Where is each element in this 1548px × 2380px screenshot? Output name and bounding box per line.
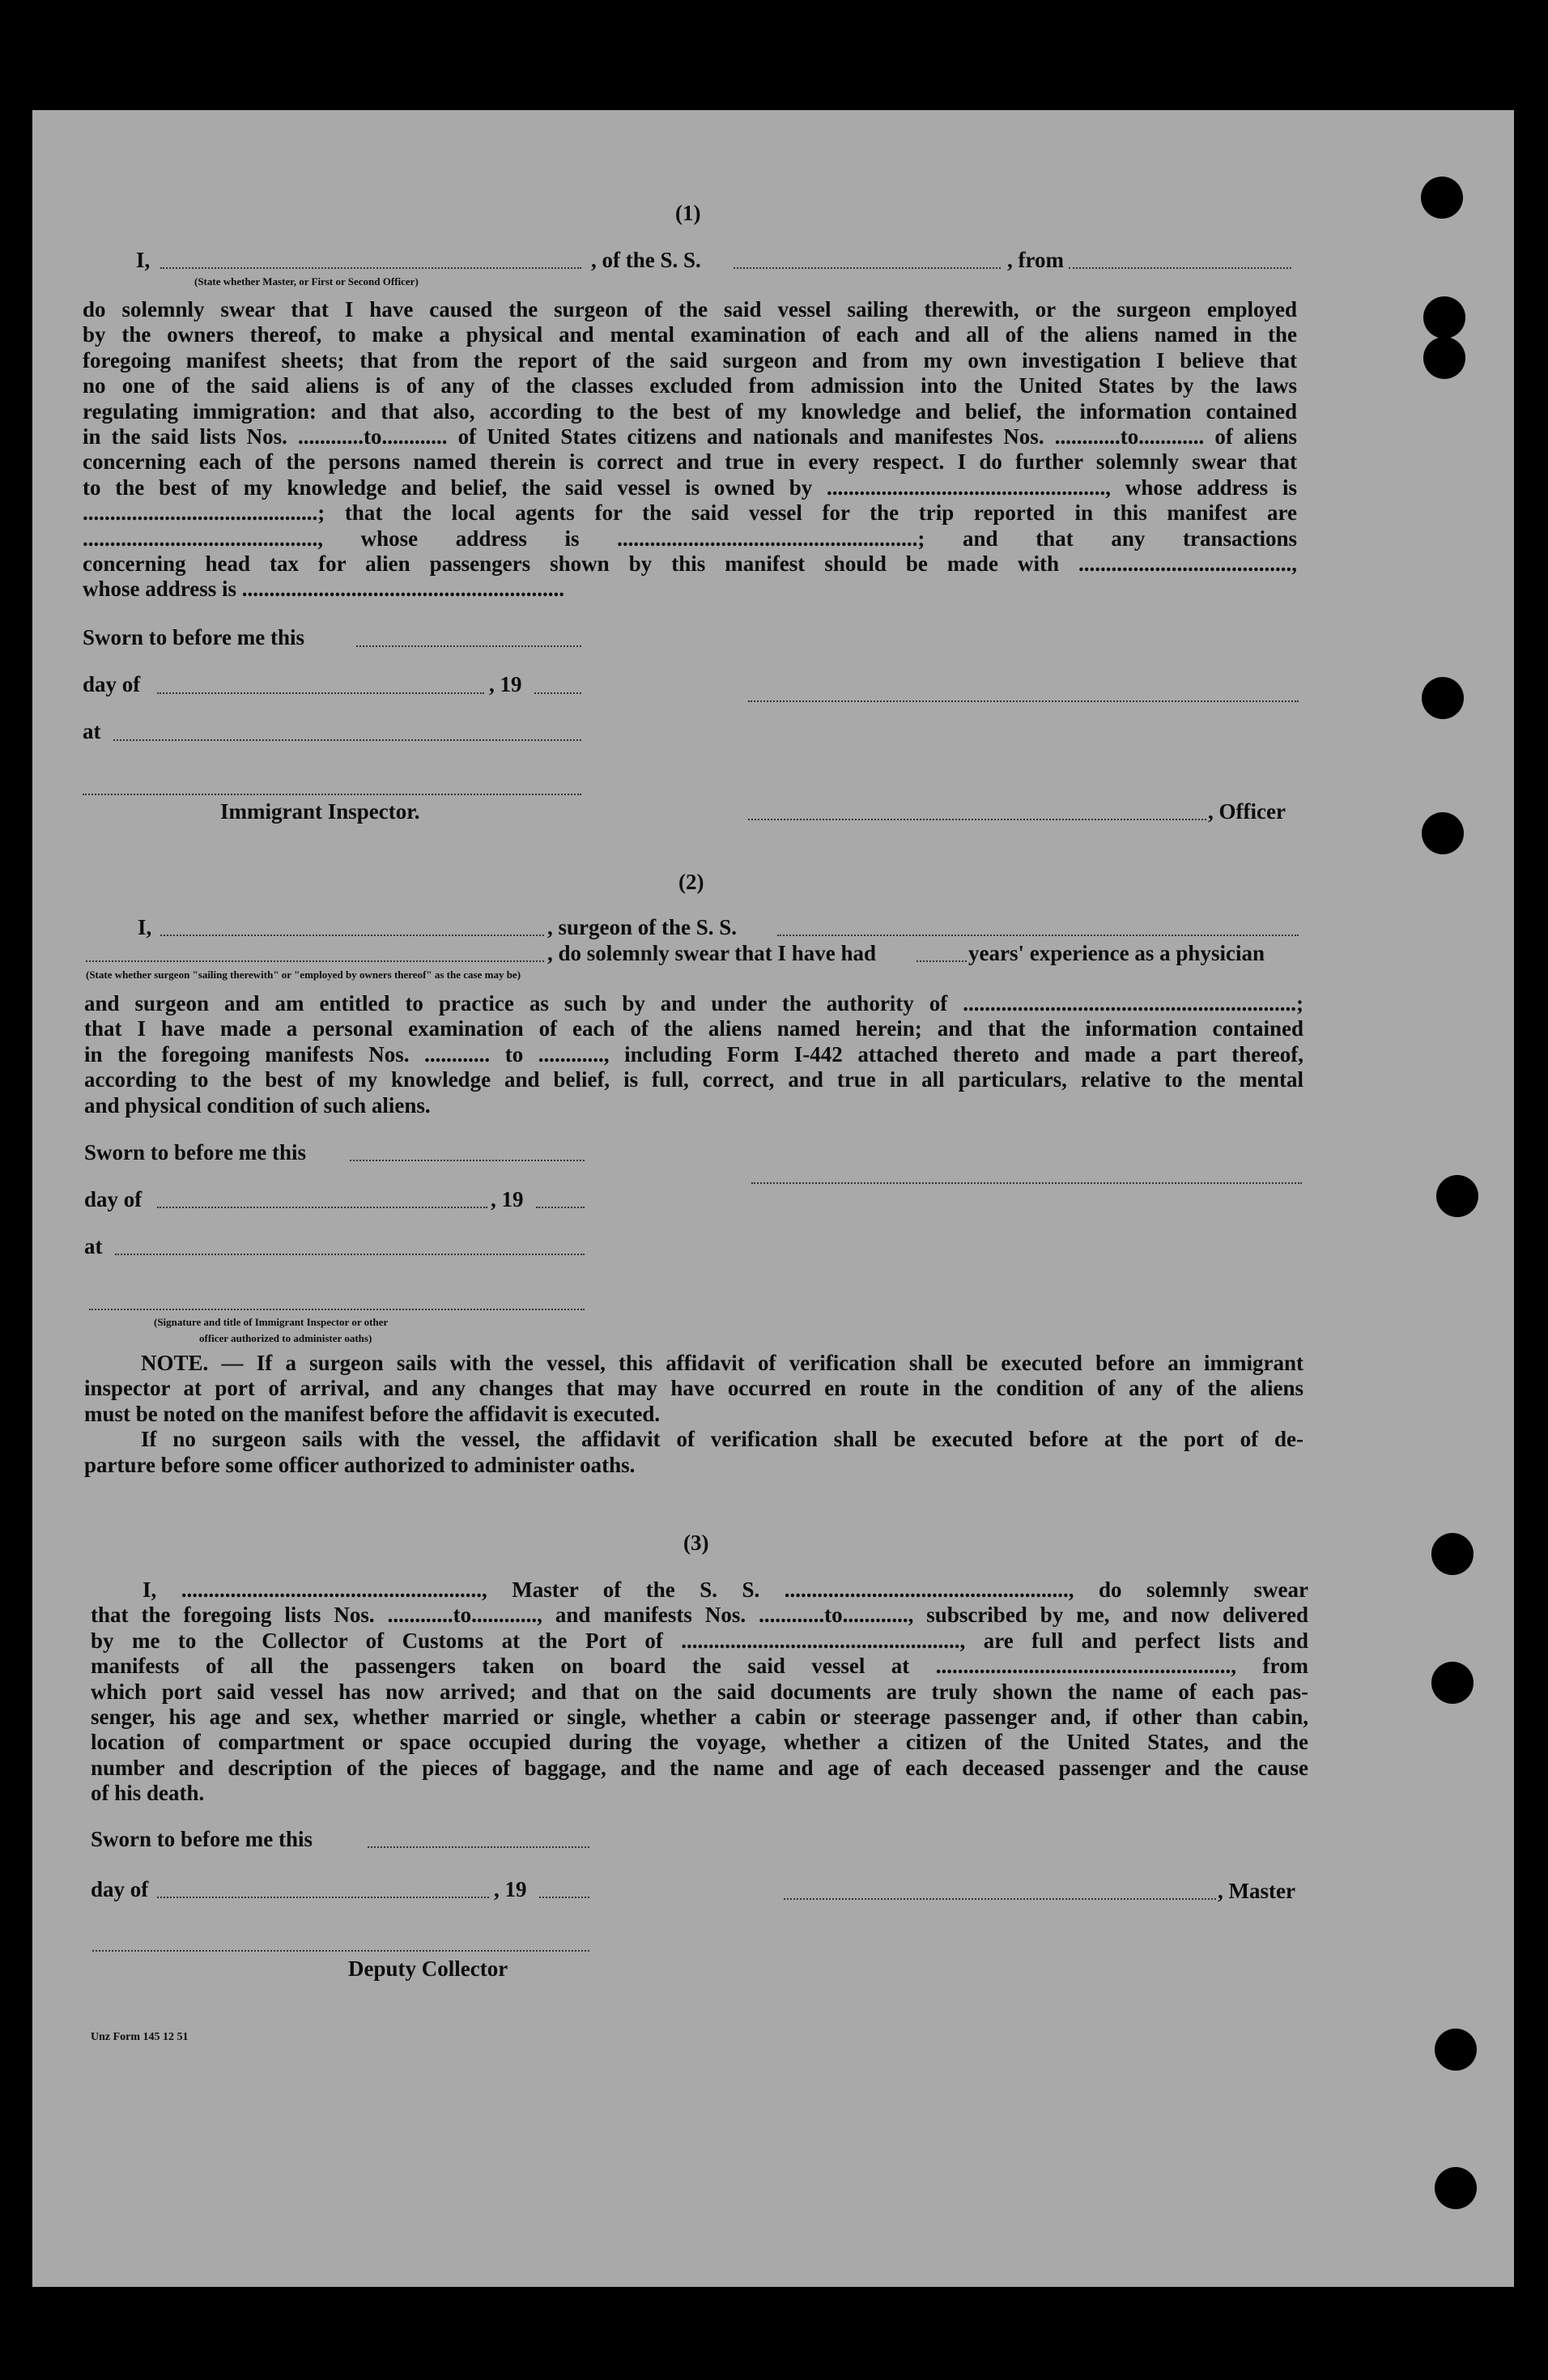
body-line: senger, his age and sex, whether married or single, whether a cabin or steerage passenger and, if other than cabin, (91, 1705, 1308, 1730)
sworn-date-blank-3[interactable] (368, 1846, 589, 1848)
do-swear-label: , do solemnly swear that I have had (547, 941, 877, 965)
body-line: location of compartment or space occupied during the voyage, whether a citizen of the United States, and the (91, 1730, 1308, 1755)
note-paragraph (84, 1351, 1303, 1478)
year-label-3: , 19 (494, 1877, 527, 1901)
note-line: NOTE. — If a surgeon sails with the vessel, this affidavit of verification shall be executed before an immigrant (141, 1351, 1303, 1375)
body-line: concerning head tax for alien passengers shown by this manifest should be made with ......................................., (83, 551, 1297, 577)
surgeon-type-blank[interactable] (86, 960, 544, 962)
body-line: by me to the Collector of Customs at the Port of ..................................................., are full and perfect lists and (91, 1628, 1308, 1653)
at-place-blank-2[interactable] (115, 1254, 585, 1255)
note-line: If no surgeon sails with the vessel, the affidavit of verification shall be executed before at the port of de- (141, 1427, 1303, 1452)
body-line: whose address is ........................................................... (83, 577, 565, 602)
section-1-intro: I, (136, 248, 151, 272)
body-line: do solemnly swear that I have caused the surgeon of the said vessel sailing therewith, or the surgeon employed (83, 297, 1297, 321)
body-line: in the said lists Nos. ............to............ of United States citizens and nationals and manifestes Nos. ............to............ of aliens (83, 424, 1297, 449)
body-line: manifests of all the passengers taken on board the said vessel at ......................................................, from (91, 1654, 1308, 1679)
binder-hole (1422, 812, 1464, 854)
body-line: ..........................................., whose address is .......................................................; and that any transactions (83, 526, 1297, 551)
section-3-number: (3) (683, 1531, 709, 1555)
body-line: concerning each of the persons named therein is correct and true in every respect. I do further solemnly swear that (83, 449, 1297, 475)
day-of-label-2: day of (84, 1187, 142, 1211)
from-label: , from (1007, 248, 1064, 272)
officer-signature-line-1[interactable] (748, 700, 1299, 702)
day-of-label-3: day of (91, 1877, 149, 1901)
body-line: that I have made a personal examination of each of the aliens named herein; and that the information contained (84, 1016, 1303, 1041)
surgeon-name-blank[interactable] (160, 935, 544, 936)
year-label-1: , 19 (489, 672, 522, 696)
years-label: years' experience as a physician (968, 941, 1265, 965)
year-label-2: , 19 (491, 1187, 524, 1211)
inspector-title-1: Immigrant Inspector. (220, 799, 420, 824)
surgeon-of-label: , surgeon of the S. S. (547, 915, 738, 939)
body-line: by the owners thereof, to make a physical and mental examination of each and all of the aliens named in the (83, 322, 1297, 347)
binder-hole (1422, 677, 1464, 719)
section-1-body (83, 297, 1297, 602)
sworn-label-3: Sworn to before me this (91, 1827, 313, 1851)
year-blank-3[interactable] (539, 1897, 589, 1898)
officer-rank-note: (State whether Master, or First or Second Officer) (194, 275, 419, 287)
from-port-blank[interactable] (1069, 267, 1291, 269)
vessel-name-blank[interactable] (734, 267, 1001, 269)
body-line: ...........................................; that the local agents for the said vessel for the trip reported in this manifest are (83, 500, 1297, 526)
binder-hole (1431, 1662, 1474, 1704)
binder-hole (1431, 1533, 1474, 1575)
year-blank-2[interactable] (536, 1207, 585, 1208)
at-label-1: at (83, 719, 101, 743)
section-2-body (84, 991, 1303, 1118)
master-signature-line[interactable] (784, 1898, 1216, 1900)
sworn-date-blank-1[interactable] (356, 645, 581, 647)
day-of-label-1: day of (83, 672, 141, 696)
at-place-blank-1[interactable] (113, 739, 581, 741)
master-label: , Master (1218, 1879, 1295, 1903)
form-number: Unz Form 145 12 51 (91, 2031, 189, 2043)
binder-hole (1421, 177, 1463, 219)
body-line: of his death. (91, 1781, 205, 1806)
sworn-date-blank-2[interactable] (350, 1160, 585, 1161)
body-line: which port said vessel has now arrived; and that on the said documents are truly shown the name of each pas- (91, 1679, 1308, 1704)
body-line: in the foregoing manifests Nos. ............ to ............, including Form I-442 attached thereto and made a part thereof, (84, 1041, 1303, 1067)
body-line: I, ......................................................., Master of the S. S. ...................................................., do solemnly swear (142, 1577, 1308, 1602)
binder-hole (1436, 1175, 1478, 1217)
section-2-intro: I, (138, 915, 152, 939)
officer-title-blank[interactable] (748, 819, 1206, 820)
note-line: parture before some officer authorized to administer oaths. (84, 1452, 636, 1477)
signature-note-1: (Signature and title of Immigrant Inspector or other (154, 1316, 389, 1328)
binder-hole (1435, 2167, 1477, 2209)
note-line: must be noted on the manifest before the affidavit is executed. (84, 1401, 661, 1426)
sworn-label-1: Sworn to before me this (83, 625, 304, 649)
body-line: to the best of my knowledge and belief, the said vessel is owned by ..................................................., whose address is (83, 475, 1297, 500)
month-blank-3[interactable] (157, 1897, 489, 1898)
years-blank[interactable] (916, 960, 967, 962)
body-line: number and description of the pieces of baggage, and the name and age of each deceased passenger and the cause (91, 1755, 1308, 1780)
of-the-ss-label: , of the S. S. (591, 248, 701, 272)
deputy-collector-title: Deputy Collector (348, 1956, 508, 1981)
surgeon-vessel-blank[interactable] (777, 935, 1299, 936)
body-line: and physical condition of such aliens. (84, 1092, 431, 1118)
section-2-number: (2) (678, 870, 704, 894)
binder-hole (1423, 337, 1465, 379)
body-line: and surgeon and am entitled to practice as such by and under the authority of .............................................................; (84, 991, 1303, 1015)
signature-note-2: officer authorized to administer oaths) (199, 1332, 372, 1344)
note-line: inspector at port of arrival, and any changes that may have occurred en route in the condition of any of the aliens (84, 1376, 1303, 1401)
binder-hole (1423, 296, 1465, 338)
section-3-body (91, 1577, 1308, 1807)
binder-hole (1435, 2029, 1477, 2071)
at-label-2: at (84, 1234, 103, 1258)
inspector-signature-line-1[interactable] (83, 794, 581, 795)
body-line: that the foregoing lists Nos. ............to............, and manifests Nos. ............to............, subscribed by me, and now delivered (91, 1603, 1308, 1628)
body-line: according to the best of my knowledge and belief, is full, correct, and true in all particulars, relative to the mental (84, 1067, 1303, 1092)
surgeon-signature-line[interactable] (751, 1182, 1302, 1184)
deputy-signature-line[interactable] (92, 1950, 589, 1952)
officer-label: , Officer (1208, 799, 1286, 824)
year-blank-1[interactable] (534, 692, 581, 694)
body-line: no one of the said aliens is of any of the classes excluded from admission into the United States by the laws (83, 373, 1297, 398)
officer-name-blank[interactable] (160, 267, 581, 269)
month-blank-2[interactable] (157, 1207, 487, 1208)
body-line: regulating immigration: and that also, according to the best of my knowledge and belief, the information contained (83, 398, 1297, 424)
inspector-signature-line-2[interactable] (89, 1309, 585, 1310)
body-line: foregoing manifest sheets; that from the report of the said surgeon and from my own investigation I believe that (83, 347, 1297, 373)
section-1-number: (1) (675, 201, 701, 225)
surgeon-type-note: (State whether surgeon "sailing therewith" or "employed by owners thereof" as the case may be) (86, 969, 521, 981)
sworn-label-2: Sworn to before me this (84, 1140, 306, 1164)
month-blank-1[interactable] (157, 692, 484, 694)
